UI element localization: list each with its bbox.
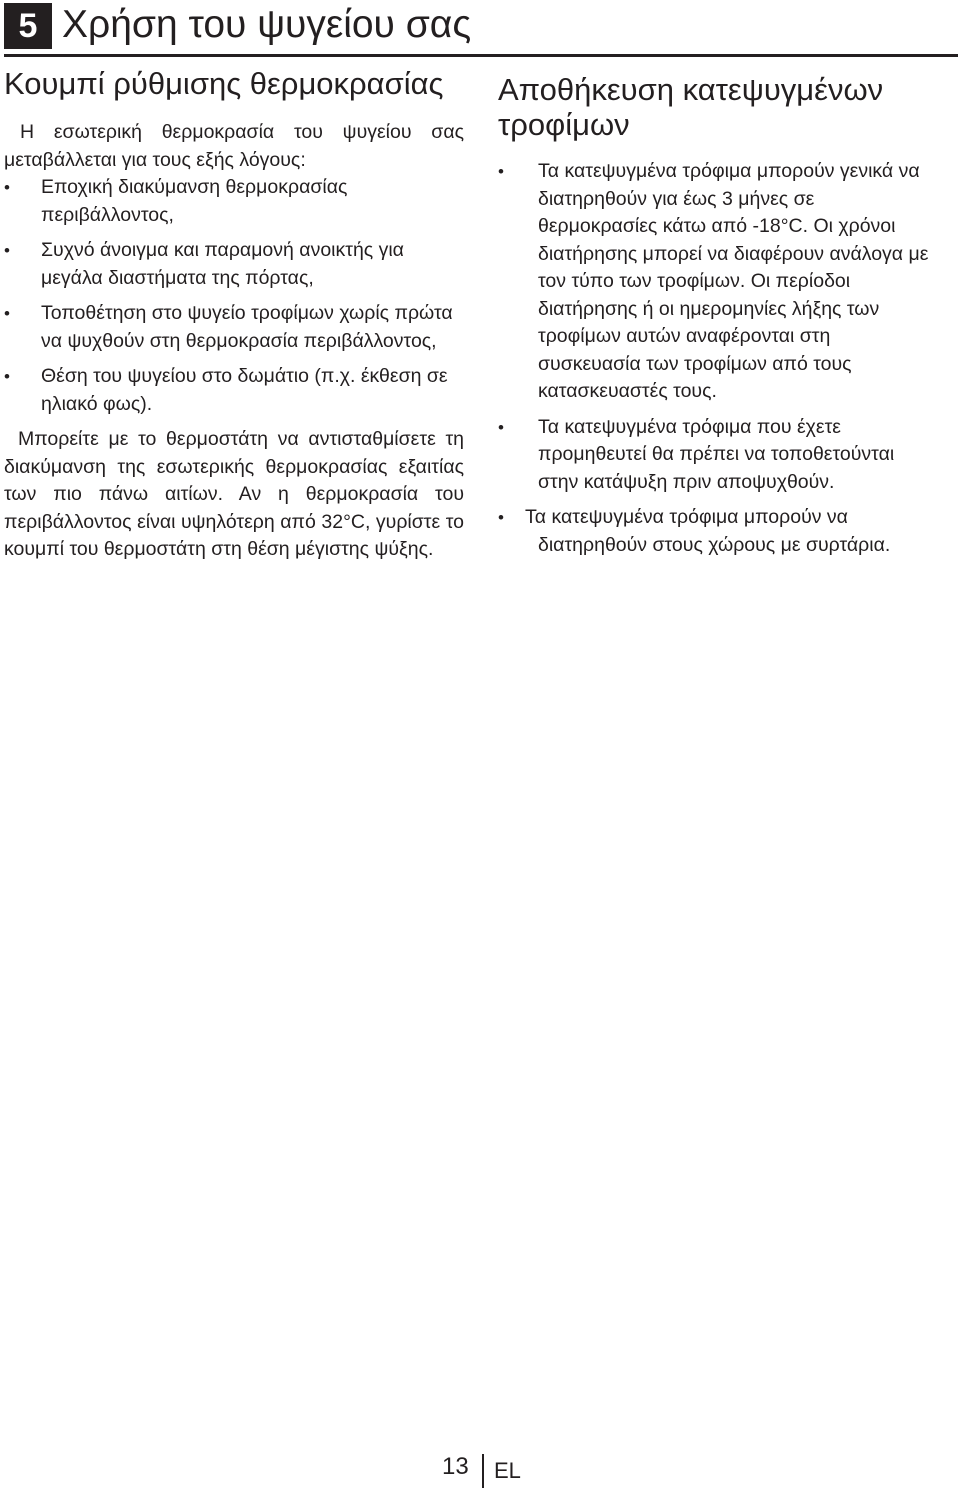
list-item: • Συχνό άνοιγμα και παραμονή ανοικτής για μεγάλα διαστήματα της πόρτας, [4, 237, 464, 292]
chapter-header [4, 0, 958, 57]
chapter-number: 5 [4, 3, 52, 49]
list-item: • Τοποθέτηση στο ψυγείο τροφίμων χωρίς πρώτα να ψυχθούν στη θερμοκρασία περιβάλλοντος, [4, 300, 464, 355]
thermostat-heading: Κουμπί ρύθμισης θερμοκρασίας [4, 66, 444, 101]
left-column [4, 66, 464, 564]
list-item: • Τα κατεψυγμένα τρόφιμα μπορούν γενικά να διατηρηθούν για έως 3 μήνες σε θερμοκρασίες κάτω από -18°C. Οι χρόνοι διατήρησης μπορεί να διαφέρουν ανάλογα με τον τύπο των τροφίμων. Οι περίοδοι διατήρησης ή οι ημερομηνίες λήξης των τροφίμων αυτών αναφέρονται στη συσκευασία των τροφίμων από τους κατασκευαστές τους. [498, 158, 938, 406]
list-item-first-line: Τα κατεψυγμένα τρόφιμα μπορούν να [525, 506, 848, 528]
intro-paragraph: Η εσωτερική θερμοκρασία του ψυγείου σας μεταβάλλεται για τους εξής λόγους: [4, 121, 464, 171]
footer-divider [482, 1454, 484, 1488]
thermostat-paragraph: Μπορείτε με το θερμοστάτη να αντισταθμίσετε τη διακύμανση της εσωτερικής θερμοκρασίας εξαιτίας των πιο πάνω αιτίων. Αν η θερμοκρασία του περιβάλλοντος είναι υψηλότερη από 32°C, γυρίστε το κουμπί του θερμοστάτη στη θέση μέγιστης ψύξης. [4, 428, 464, 560]
right-column [498, 72, 938, 567]
frozen-food-heading: Αποθήκευση κατεψυγμένων τροφίμων [498, 72, 884, 142]
list-item: • Τα κατεψυγμένα τρόφιμα που έχετε προμηθευτεί θα πρέπει να τοποθετούνται στην κατάψυξη πριν αποψυχθούν. [498, 414, 938, 497]
list-item-rest: διατηρηθούν στους χώρους με συρτάρια. [538, 533, 891, 556]
chapter-title: Χρήση του ψυγείου σας [62, 3, 472, 46]
list-item: • Εποχική διακύμανση θερμοκρασίας περιβάλλοντος, [4, 174, 464, 229]
page-number: 13 [442, 1453, 469, 1480]
language-code: EL [494, 1458, 521, 1483]
list-item: • Θέση του ψυγείου στο δωμάτιο (π.χ. έκθεση σε ηλιακό φως). [4, 363, 464, 418]
temperature-causes-list [4, 174, 464, 418]
list-item [498, 504, 938, 559]
frozen-food-list [498, 158, 938, 559]
